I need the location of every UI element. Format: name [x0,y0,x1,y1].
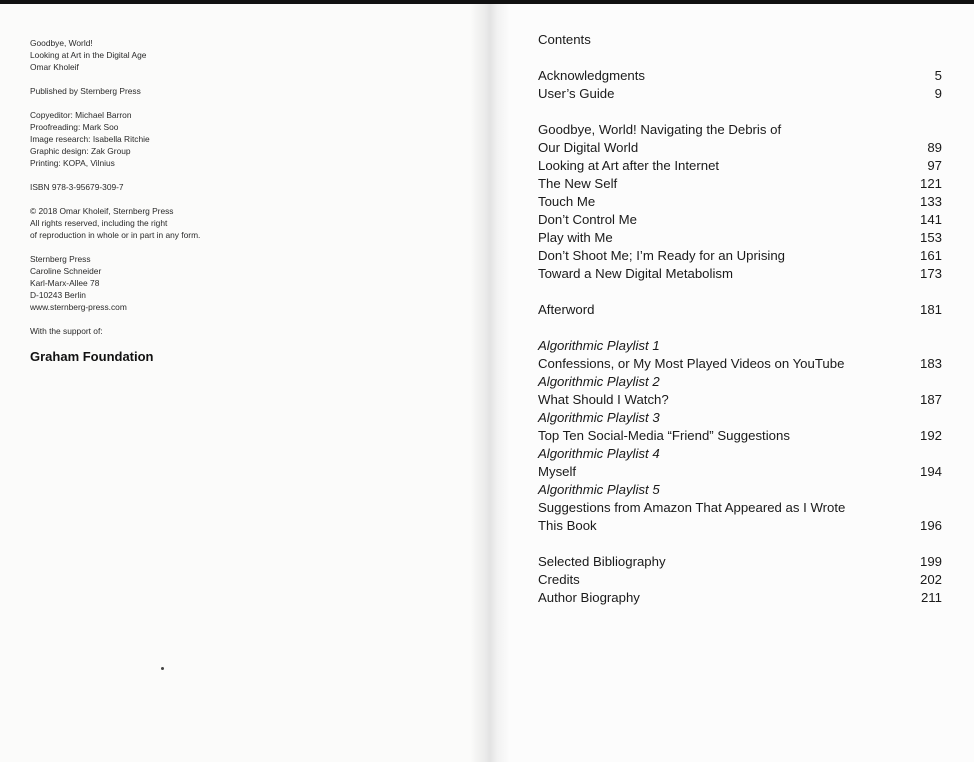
toc-page-number: 192 [919,428,942,443]
colophon-text [30,37,330,365]
credit-line: Graphic design: Zak Group [30,146,131,156]
toc-page-number: 211 [920,590,942,605]
toc-playlist-label [538,481,942,499]
address-line: Sternberg Press [30,254,91,264]
book-author: Omar Kholeif [30,62,79,72]
toc-entry-title: Touch Me [538,194,596,209]
toc-entry [538,211,942,229]
toc-entry-title: Author Biography [538,590,640,605]
credits-list [30,109,330,169]
toc-entry-title: Algorithmic Playlist 1 [538,338,660,353]
toc-entry-title: Our Digital World [538,140,639,155]
toc-page-number: 196 [919,518,942,533]
toc-entry [538,427,942,445]
toc-page-number: 141 [919,212,942,227]
toc-page-number: 187 [919,392,942,407]
credit-line: Image research: Isabella Ritchie [30,134,150,144]
paper-speck [161,667,164,670]
toc-entry [538,265,942,283]
toc-entry [538,247,942,265]
rights-line: of reproduction in whole or in part in any form. [30,230,201,240]
toc-entry [538,463,942,481]
toc-entry-title: Don’t Control Me [538,212,637,227]
toc-page-number: 9 [934,86,942,101]
toc-page-number: 202 [919,572,942,587]
toc-entry [538,553,942,571]
toc-page-number: 181 [919,302,942,317]
toc-spacer [538,49,942,67]
publisher-address [30,253,330,313]
toc-playlist-label [538,337,942,355]
toc-entry [538,121,942,139]
toc-spacer [538,103,942,121]
toc-entry [538,391,942,409]
rights-line: © 2018 Omar Kholeif, Sternberg Press [30,206,174,216]
toc-entry-title: Suggestions from Amazon That Appeared as I Wrote [538,500,846,515]
toc-entry [538,229,942,247]
support-label: With the support of: [30,326,103,336]
credit-line: Proofreading: Mark Soo [30,122,119,132]
toc-entry-title: Algorithmic Playlist 5 [538,482,660,497]
rights-line: All rights reserved, including the right [30,218,168,228]
toc-entry-title: Selected Bibliography [538,554,666,569]
address-line: Caroline Schneider [30,266,102,276]
toc-entry [538,139,942,157]
toc-page-number: 89 [927,140,942,155]
toc-entry [538,85,942,103]
address-line: Karl-Marx-Allee 78 [30,278,100,288]
toc-entry-title: Afterword [538,302,595,317]
sponsor-name: Graham Foundation [30,349,154,364]
toc-playlist-label [538,445,942,463]
toc-page-number: 97 [927,158,942,173]
credit-line: Printing: KOPA, Vilnius [30,158,115,168]
toc-entry-title: Goodbye, World! Navigating the Debris of [538,122,782,137]
toc-entry-title: Myself [538,464,577,479]
toc-page-number: 133 [919,194,942,209]
toc-entry-title: This Book [538,518,597,533]
toc-entry [538,301,942,319]
address-line: D-10243 Berlin [30,290,86,300]
toc-entry [538,157,942,175]
book-gutter [470,4,510,762]
toc-entry-title: Algorithmic Playlist 3 [538,410,660,425]
toc-entry-title: Toward a New Digital Metabolism [538,266,733,281]
toc-page-number: 194 [919,464,942,479]
book-subtitle: Looking at Art in the Digital Age [30,50,147,60]
credit-line: Copyeditor: Michael Barron [30,110,132,120]
toc-page-number: 121 [919,176,942,191]
colophon-page [0,4,484,762]
toc-entry [538,589,942,607]
toc-spacer [538,283,942,301]
toc-entry-title: Looking at Art after the Internet [538,158,720,173]
toc-page-number: 199 [919,554,942,569]
toc-entries [538,49,942,607]
toc-page-number: 183 [919,356,942,371]
toc-entry [538,499,942,517]
publisher-line: Published by Sternberg Press [30,86,141,96]
publisher-website: www.sternberg-press.com [30,302,127,312]
toc-entry-title: Credits [538,572,580,587]
toc-entry-title: User’s Guide [538,86,615,101]
toc-page-number: 5 [934,68,942,83]
toc-spacer [538,319,942,337]
toc-entry-title: Play with Me [538,230,613,245]
toc-entry-title: What Should I Watch? [538,392,669,407]
toc-playlist-label [538,409,942,427]
toc-entry-title: Algorithmic Playlist 4 [538,446,660,461]
toc-entry [538,175,942,193]
toc-playlist-label [538,373,942,391]
toc-entry [538,355,942,373]
toc-page-number: 153 [919,230,942,245]
toc-entry-title: The New Self [538,176,618,191]
toc-entry-title: Top Ten Social-Media “Friend” Suggestions [538,428,790,443]
toc-entry [538,517,942,535]
toc-spacer [538,535,942,553]
contents-heading: Contents [538,32,591,47]
book-info [30,37,330,73]
toc-entry [538,193,942,211]
toc-entry-title: Confessions, or My Most Played Videos on YouTube [538,356,845,371]
toc-entry-title: Acknowledgments [538,68,646,83]
rights-notice [30,205,330,241]
toc-entry [538,571,942,589]
toc-entry-title: Don’t Shoot Me; I’m Ready for an Uprising [538,248,786,263]
toc-page-number: 173 [919,266,942,281]
toc-entry [538,67,942,85]
toc-page-number: 161 [919,248,942,263]
table-of-contents [538,31,942,607]
toc-entry-title: Algorithmic Playlist 2 [538,374,660,389]
book-title: Goodbye, World! [30,38,93,48]
isbn-line: ISBN 978-3-95679-309-7 [30,182,124,192]
